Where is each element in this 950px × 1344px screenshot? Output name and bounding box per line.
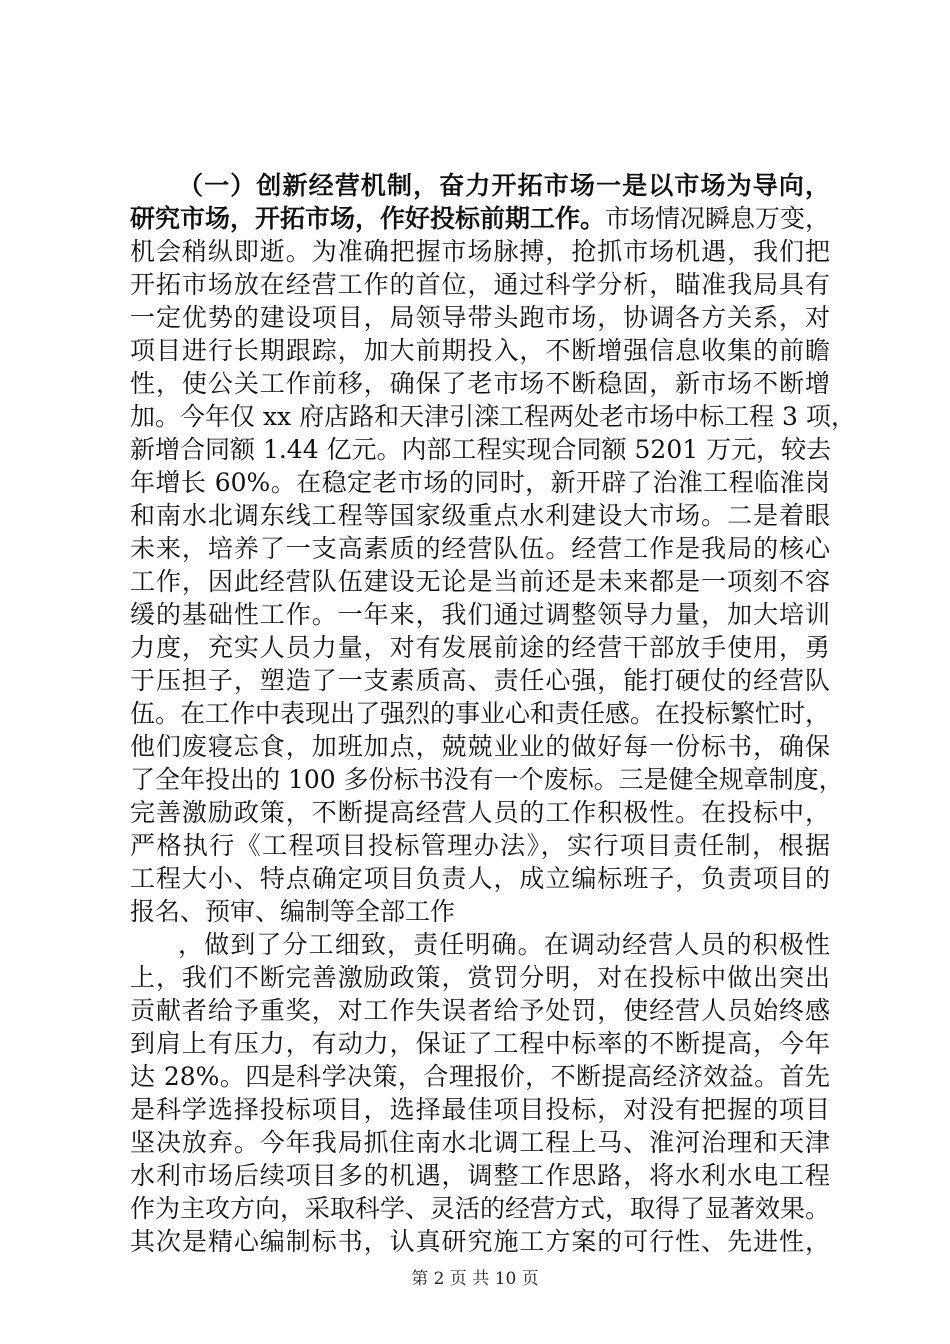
text-line <box>130 863 830 895</box>
body-text: 贡献者给予重奖，对工作失误者给予处罚，使经营人员始终感 <box>130 996 830 1025</box>
text-line <box>130 500 830 532</box>
body-text: 伍。在工作中表现出了强烈的事业心和责任感。在投标繁忙时， <box>130 699 831 728</box>
text-line <box>130 401 856 433</box>
body-text: 作为主攻方向，采取科学、灵活的经营方式，取得了显著效果。 <box>130 1194 831 1223</box>
body-text: 坚决放弃。今年我局抓住南水北调工程上马、淮河治理和天津 <box>130 1128 830 1157</box>
text-line <box>130 1226 830 1258</box>
body-text: 机会稍纵即逝。为准确把握市场脉搏，抢抓市场机遇，我们把 <box>130 237 830 266</box>
body-text: 严格执行《工程项目投标管理办法》，实行项目责任制，根据 <box>130 831 830 860</box>
body-text: ，做到了分工细致，责任明确。在调动经营人员的积极性 <box>178 930 830 959</box>
bold-heading-text: 研究市场，开拓市场，作好投标前期工作。 <box>130 204 606 233</box>
text-line <box>130 434 830 466</box>
body-text: 未来，培养了一支高素质的经营队伍。经营工作是我局的核心 <box>130 534 830 563</box>
page-number-footer: 第 2 页 共 10 页 <box>411 1269 539 1289</box>
text-line <box>130 1028 830 1060</box>
text-line <box>130 1127 830 1159</box>
body-text: 市场情况瞬息万变， <box>605 204 831 233</box>
body-text: 新增合同额 1.44 亿元。内部工程实现合同额 5201 万元，较去 <box>130 435 832 464</box>
text-line <box>130 203 830 235</box>
body-text: 力度，充实人员力量，对有发展前途的经营干部放手使用，勇 <box>130 633 830 662</box>
text-line <box>130 302 830 334</box>
body-text: 加。今年仅 xx 府店路和天津引滦工程两处老市场中标工程 3 项， <box>130 402 856 431</box>
text-line <box>130 566 830 598</box>
text-line <box>130 797 830 829</box>
text-line <box>130 1061 830 1093</box>
body-text: 性，使公关工作前移，确保了老市场不断稳固，新市场不断增 <box>130 369 830 398</box>
body-text: 他们废寝忘食，加班加点，兢兢业业的做好每一份标书，确保 <box>130 732 830 761</box>
text-line <box>130 269 830 301</box>
text-line <box>130 467 830 499</box>
text-line <box>130 599 830 631</box>
text-line <box>130 533 830 565</box>
body-text: 和南水北调东线工程等国家级重点水利建设大市场。二是着眼 <box>130 501 830 530</box>
body-text: 工程大小、特点确定项目负责人，成立编标班子，负责项目的 <box>130 864 830 893</box>
body-text: 年增长 60%。在稳定老市场的同时，新开辟了治淮工程临淮岗 <box>130 468 830 497</box>
body-text: 缓的基础性工作。一年来，我们通过调整领导力量，加大培训 <box>130 600 830 629</box>
bold-heading-text: （一）创新经营机制，奋力开拓市场一是以市场为导向， <box>178 171 830 200</box>
text-line <box>130 995 830 1027</box>
body-text: 达 28%。四是科学决策，合理报价，不断提高经济效益。首先 <box>130 1062 830 1091</box>
text-line <box>130 632 830 664</box>
text-line <box>130 1193 830 1225</box>
text-line <box>130 335 830 367</box>
body-text: 是科学选择投标项目，选择最佳项目投标，对没有把握的项目 <box>130 1095 830 1124</box>
text-line <box>130 665 830 697</box>
text-line <box>130 1094 830 1126</box>
body-text: 了全年投出的 100 多份标书没有一个废标。三是健全规章制度， <box>130 765 844 794</box>
body-text: 上，我们不断完善激励政策，赏罚分明，对在投标中做出突出 <box>130 963 830 992</box>
text-line <box>130 830 830 862</box>
text-line <box>130 698 830 730</box>
body-text: 开拓市场放在经营工作的首位，通过科学分析，瞄准我局具有 <box>130 270 830 299</box>
body-text: 水利市场后续项目多的机遇，调整工作思路，将水利水电工程 <box>130 1161 830 1190</box>
body-text: 完善激励政策，不断提高经营人员的工作积极性。在投标中， <box>130 798 830 827</box>
body-text: 工作，因此经营队伍建设无论是当前还是未来都是一项刻不容 <box>130 567 830 596</box>
body-text: 其次是精心编制标书，认真研究施工方案的可行性、先进性， <box>130 1227 830 1256</box>
text-line <box>130 962 830 994</box>
text-line <box>130 368 830 400</box>
text-line <box>130 1160 830 1192</box>
body-text: 于压担子，塑造了一支素质高、责任心强，能打硬仗的经营队 <box>130 666 830 695</box>
text-line <box>178 929 830 961</box>
text-line <box>178 170 830 202</box>
body-text: 一定优势的建设项目，局领导带头跑市场，协调各方关系，对 <box>130 303 830 332</box>
body-text: 到肩上有压力，有动力，保证了工程中标率的不断提高，今年 <box>130 1029 830 1058</box>
text-line <box>130 896 830 928</box>
text-line <box>130 731 830 763</box>
body-text: 项目进行长期跟踪，加大前期投入，不断增强信息收集的前瞻 <box>130 336 830 365</box>
text-line <box>130 764 844 796</box>
body-text: 报名、预审、编制等全部工作 <box>130 897 456 926</box>
text-line <box>130 236 830 268</box>
